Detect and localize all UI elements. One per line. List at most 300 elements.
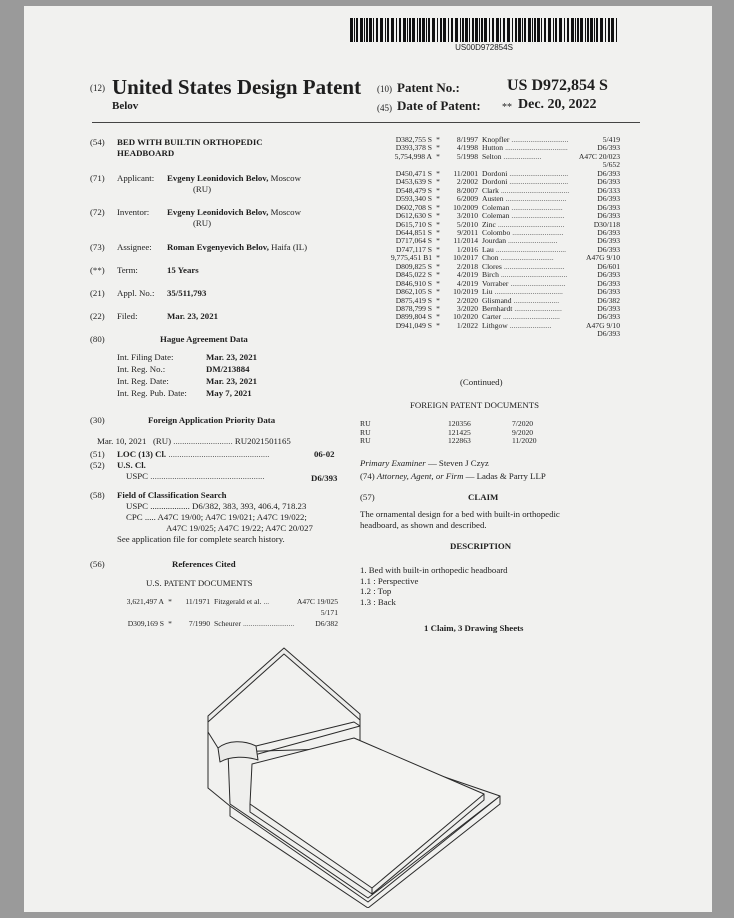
reference-class-cont: D6/393 [597,329,620,339]
reference-number: D309,169 S [127,619,164,628]
reference-star: * [436,185,440,195]
reference-star: * [436,194,440,204]
reference-class: D6/393 [597,177,620,187]
reference-leader: .................................... [500,185,570,195]
reference-class: D6/601 [597,261,620,271]
hague-row-value: Mar. 23, 2021 [206,352,257,362]
reference-name: Austen [482,194,504,204]
priority-number: RU2021501165 [234,436,291,446]
reference-star: * [436,295,440,305]
barcode-bar [587,18,589,42]
barcode-bar [350,18,353,42]
reference-class: D6/393 [597,194,620,204]
foreign-date: 11/2020 [512,436,537,445]
barcode-bar [462,18,464,42]
field-code-74: (74) [360,471,375,481]
barcode-bar [479,18,480,42]
claims-summary: 1 Claim, 3 Drawing Sheets [424,623,524,633]
reference-date: 10/2017 [453,253,478,263]
barcode-bar [492,18,494,42]
reference-star: * [436,244,440,254]
field-code-73: (73) [90,242,105,252]
reference-date: 8/1997 [456,135,478,144]
reference-leader: ......................... [514,304,562,313]
reference-class: A47G 9/10 [586,320,620,330]
barcode-bar [608,18,610,42]
reference-name: Scheurer [214,619,241,628]
reference-star: * [436,151,440,161]
reference-date: 8/2007 [456,185,478,195]
search-cpc-1: CPC ..... A47C 19/00; A47C 19/021; A47C 19/022; [126,512,307,522]
reference-name: Selton [482,151,502,161]
reference-name: Carter [482,312,501,322]
patent-number-label: Patent No.: [397,80,460,95]
reference-class-cont: 5/652 [602,160,620,170]
reference-class: A47G 9/10 [586,253,620,263]
reference-star: * [436,177,440,187]
date-of-patent: Dec. 20, 2022 [518,97,597,112]
field-code-term: (**) [90,265,105,275]
field-code-58: (58) [90,490,105,500]
barcode-bar [611,18,614,42]
reference-class: D6/393 [597,287,620,297]
reference-name: Zinc [482,219,496,229]
barcode-bar [605,18,606,42]
reference-row [102,597,338,606]
header-rule [92,122,640,123]
reference-class: D6/393 [597,168,620,178]
reference-date: 4/1998 [456,143,478,153]
reference-class-cont: 5/171 [320,608,338,617]
hague-row-label: Int. Reg. Pub. Date: [117,388,187,398]
applicant-location: Moscow [270,173,301,183]
barcode-image [350,18,618,42]
search-cpc-2: A47C 19/025; A47C 19/22; A47C 20/027 [166,523,313,533]
barcode-bar [496,18,499,42]
reference-leader: .................................... [494,287,563,297]
patent-number: US D972,854 S [507,77,608,94]
reference-name: Coleman [482,202,510,212]
description-item: 1. Bed with built-in orthopedic headboard [360,565,508,575]
term-label: Term: [117,265,138,275]
barcode-bar [585,18,586,42]
reference-class: D6/393 [597,143,620,153]
description-title: DESCRIPTION [450,541,512,551]
search-uspc: USPC .................. D6/382, 383, 393, 406.4, 718.23 [126,501,307,511]
reference-number: D862,105 S [395,287,432,297]
reference-leader: ........................... [512,227,564,237]
barcode-bar [500,18,501,42]
barcode-bar [489,18,490,42]
loc-value: 06-02 [314,449,335,459]
reference-date: 2/2002 [456,177,478,187]
appl-no-value: 35/511,793 [167,288,207,298]
reference-number: D845,022 S [395,270,432,280]
reference-number: D382,755 S [395,135,432,144]
barcode-bar [432,18,435,42]
document-type: United States Design Patent [112,75,362,99]
barcode-bar [455,18,458,42]
reference-name: Fitzgerald et al. [214,597,262,606]
references-title: References Cited [172,559,236,569]
barcode-bar [403,18,406,42]
reference-number: D644,851 S [395,227,432,237]
field-code-52: (52) [90,460,105,470]
reference-date: 10/2019 [453,287,478,297]
reference-number: D941,049 S [395,320,432,330]
examiner-name: — Steven J Czyz [427,458,489,468]
barcode-bar [465,18,468,42]
attorney-name: — Ladas & Parry LLP [465,471,546,481]
barcode-bar [376,18,378,42]
us-cl-label: U.S. Cl. [117,460,146,470]
reference-class: D6/393 [597,270,620,280]
reference-number: D593,340 S [395,194,432,204]
reference-name: Colombo [482,227,511,237]
reference-date: 3/2010 [456,211,478,221]
filed-value: Mar. 23, 2021 [167,311,218,321]
barcode-bar [594,18,595,42]
barcode-bar [380,18,383,42]
reference-class: 5/419 [602,135,620,144]
reference-leader: ............................ [500,253,554,263]
loc-label: LOC (13) Cl. [117,449,167,459]
reference-leader: .............................. [502,312,560,322]
title-line-2: HEADBOARD [117,148,175,158]
reference-star: * [436,261,440,271]
reference-number: D450,471 S [395,168,432,178]
reference-name: Hutton [482,143,504,153]
reference-date: 7/1990 [188,619,210,628]
reference-leader: ........................ [513,295,560,305]
reference-number: D899,804 S [395,312,432,322]
description-item: 1.2 : Top [360,586,392,596]
field-code-72: (72) [90,207,105,217]
reference-number: 3,621,497 A [126,597,164,606]
reference-name: Bernhardt [482,304,513,313]
barcode-bar [580,18,583,42]
barcode-bar [360,18,363,42]
field-code-56: (56) [90,559,105,569]
examiner-label: Primary Examiner [360,458,426,468]
barcode-bar [541,18,542,42]
patent-page [24,6,712,912]
assignee-label: Assignee: [117,242,152,252]
reference-leader: ..................................... [495,244,567,254]
reference-name: Chon [482,253,499,263]
barcode-bar [366,18,368,42]
filed-label: Filed: [117,311,138,321]
search-note: See application file for complete search history. [117,534,285,544]
priority-row [97,436,291,447]
reference-star: * [436,287,440,297]
reference-date: 1/2022 [456,320,478,330]
barcode-bar [575,18,576,42]
reference-star: * [436,253,440,263]
reference-star: * [436,168,440,178]
reference-date: 4/2019 [456,278,478,288]
reference-name: Clores [482,261,502,271]
assignee-name: Roman Evgenyevich Belov, [167,242,269,252]
reference-class: D30/118 [593,219,620,229]
barcode-bar [451,18,453,42]
barcode-bar [484,18,487,42]
reference-number: D453,639 S [395,177,432,187]
reference-class: D6/393 [597,236,620,246]
barcode-bar [469,18,470,42]
reference-class: D6/393 [597,211,620,221]
reference-class: D6/393 [597,227,620,237]
reference-class: A47C 19/025 [296,597,338,606]
inventor-label: Inventor: [117,207,150,217]
reference-number: D747,117 S [395,244,432,254]
barcode-bar [369,18,372,42]
barcode-bar [596,18,598,42]
foreign-number: 121425 [448,427,471,437]
barcode-bar [396,18,397,42]
barcode-bar [391,18,394,42]
priority-country: (RU) [152,436,172,446]
hague-row-value: Mar. 23, 2021 [206,376,257,386]
reference-class: D6/393 [597,312,620,322]
foreign-number: 122863 [448,436,471,445]
reference-star: * [436,202,440,212]
barcode-bar [555,18,557,42]
reference-leader: ................................... [500,270,568,280]
assignee-location: Haifa (IL) [271,242,308,252]
hague-row-label: Int. Reg. No.: [117,364,166,374]
barcode-bar [443,18,446,42]
reference-name: Dordoni [482,177,508,187]
reference-star: * [436,304,440,313]
reference-number: D548,479 S [395,185,432,195]
inventor-surname: Belov [112,100,139,112]
field-code-54: (54) [90,137,105,147]
reference-class: D6/393 [597,244,620,254]
reference-name: Glismand [482,295,512,305]
barcode-bar [448,18,449,42]
reference-leader: ................................ [505,194,567,204]
reference-leader: ................................ [503,261,565,271]
barcode-bar [564,18,565,42]
uspc-leader: .................................................... [150,471,265,481]
hague-title: Hague Agreement Data [160,334,248,344]
claim-text-2: headboard, as shown and described. [360,520,487,530]
reference-star: * [436,143,440,153]
loc-leader: .............................................. [168,449,270,459]
barcode-bar [524,18,526,42]
foreign-country: RU [360,419,371,428]
barcode-bar [528,18,531,42]
reference-star: * [436,320,440,330]
barcode-bar [440,18,442,42]
field-code-80: (80) [90,334,105,344]
reference-date: 5/1998 [456,151,478,161]
field-code-57: (57) [360,492,375,502]
foreign-number: 120356 [448,419,471,428]
inventor-name: Evgeny Leonidovich Belov, [167,207,269,217]
reference-date: 9/2011 [457,227,478,237]
applicant-country: (RU) [193,184,212,194]
barcode-bar [507,18,510,42]
barcode-bar [387,18,389,42]
barcode-bar [512,18,513,42]
barcode-bar [522,18,523,42]
barcode-bar [373,18,374,42]
barcode-bar [590,18,593,42]
barcode-bar [409,18,411,42]
reference-row [102,619,338,628]
reference-date: 5/2010 [456,219,478,229]
reference-number: D846,910 S [395,278,432,288]
barcode-bar [532,18,533,42]
reference-star: * [436,270,440,280]
barcode-bar [437,18,438,42]
reference-name: Jourdan [482,236,507,246]
barcode-bar [364,18,365,42]
reference-leader: ................................. [505,143,568,153]
hague-row-label: Int. Reg. Date: [117,376,169,386]
reference-date: 10/2009 [453,202,478,212]
field-code-12: (12) [90,83,105,93]
reference-number: D393,378 S [395,143,432,153]
barcode-bar [428,18,430,42]
reference-name: Vorraber [482,278,509,288]
reference-class: D6/393 [597,304,620,313]
barcode-bar [503,18,505,42]
description-item: 1.3 : Back [360,596,396,607]
priority-date: Mar. 10, 2021 [97,436,147,446]
uspc-label: USPC [126,471,149,481]
reference-number: 9,775,451 B1 [390,253,432,263]
foreign-date: 7/2020 [512,419,534,428]
date-of-patent-label: Date of Patent: [397,98,481,113]
barcode-bar [537,18,540,42]
reference-date: 1/2016 [456,244,478,254]
continued-note: (Continued) [460,377,503,387]
claim-title: CLAIM [468,492,499,502]
priority-leader: ........................... [173,436,233,446]
barcode-bar [356,18,358,42]
reference-star: * [436,278,440,288]
hague-row-label: Int. Filing Date: [117,352,174,362]
reference-leader: ...................... [509,320,552,330]
reference-star: * [436,236,440,246]
reference-leader: ................................... [497,219,565,229]
term-value: 15 Years [167,265,199,275]
barcode-bar [600,18,603,42]
barcode-bar [553,18,554,42]
applicant-label: Applicant: [117,173,155,183]
reference-star: * [168,597,172,606]
reference-number: D615,710 S [395,219,432,229]
reference-star: * [436,211,440,221]
field-code-71: (71) [90,173,105,183]
barcode-bar [518,18,521,42]
reference-leader: ........................... [243,619,295,628]
reference-class: A47C 20/023 [578,151,620,161]
field-code-30: (30) [90,415,105,425]
barcode-bar [534,18,536,42]
claim-text-1: The ornamental design for a bed with built-in orthopedic [360,509,560,519]
barcode-bar [544,18,546,42]
field-code-22: (22) [90,311,105,321]
barcode-bar [475,18,478,42]
uspc-value: D6/393 [311,473,338,483]
barcode-bar [577,18,579,42]
reference-date: 11/2001 [453,168,478,178]
hague-row-value: DM/213884 [206,364,250,374]
reference-name: Knopfler [482,135,510,144]
barcode-bar [460,18,461,42]
reference-class: D6/382 [315,619,338,628]
barcode-bar [407,18,408,42]
reference-leader: .............................. [511,135,569,144]
inventor-location: Moscow [270,207,301,217]
date-asterisks: ** [502,102,512,113]
reference-number: 5,754,998 A [394,151,432,161]
us-docs-title: U.S. PATENT DOCUMENTS [146,578,253,588]
priority-title: Foreign Application Priority Data [148,415,276,425]
reference-number: D612,630 S [395,211,432,221]
reference-date: 11/1971 [185,597,210,606]
reference-class: D6/393 [597,278,620,288]
hague-row-value: May 7, 2021 [206,388,252,398]
reference-name: Coleman [482,211,510,221]
reference-star: * [436,227,440,237]
reference-leader: ............................. [510,278,566,288]
foreign-country: RU [360,427,371,437]
barcode-bar [399,18,401,42]
reference-leader: .................... [503,151,542,161]
reference-star: * [436,219,440,229]
barcode-bar [548,18,551,42]
reference-star: * [168,619,172,628]
attorney-label: Attorney, Agent, or Firm [376,471,464,481]
barcode-bar [559,18,562,42]
barcode-bar [385,18,386,42]
reference-date: 11/2014 [453,236,478,246]
field-code-21: (21) [90,288,105,298]
reference-leader: ............................ [511,211,565,221]
reference-number: D602,708 S [395,202,432,212]
barcode-bar [419,18,421,42]
search-field-label: Field of Classification Search [117,490,227,500]
reference-name: Lau [482,244,494,254]
reference-leader: ............................... [509,177,569,187]
reference-star: * [436,135,440,144]
reference-number: D878,799 S [395,304,432,313]
field-code-51: (51) [90,449,105,459]
applicant-name: Evgeny Leonidovich Belov, [167,173,269,183]
barcode-bar [515,18,517,42]
reference-date: 2/2020 [456,295,478,305]
barcode-bar [571,18,574,42]
reference-leader: .......................... [508,236,558,246]
reference-name: Birch [482,270,499,280]
foreign-date: 9/2020 [512,427,534,437]
barcode-bar [567,18,569,42]
barcode-bar [412,18,415,42]
reference-date: 10/2020 [453,312,478,322]
field-code-10: (10) [377,84,392,94]
reference-name: Lithgow [482,320,508,330]
reference-class: D6/393 [597,202,620,212]
reference-leader: ............................... [509,168,569,178]
reference-date: 6/2009 [456,194,478,204]
reference-number: D875,419 S [395,295,432,305]
bed-drawing [194,636,504,908]
